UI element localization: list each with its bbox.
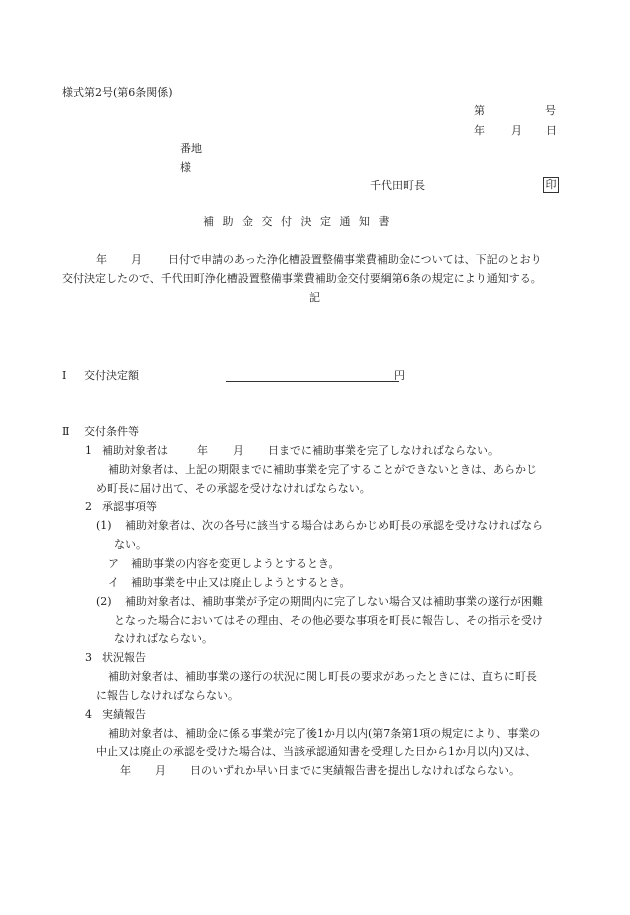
- item-2-a-text: 補助事業の内容を変更しようとするとき。: [131, 557, 340, 570]
- document-number-dai: 第: [474, 104, 485, 117]
- item-2-sub-2-line-1: 補助対象者は、補助事業が予定の期間内に完了しない場合又は補助事業の遂行が困難: [125, 595, 543, 608]
- section-1-numeral: Ⅰ: [62, 369, 67, 382]
- item-2-number: 2: [85, 500, 92, 513]
- item-2-sub-1-line-1: 補助対象者は、次の各号に該当する場合はあらかじめ町長の承認を受けなければなら: [125, 519, 543, 532]
- item-4-heading: 実績報告: [102, 708, 146, 721]
- item-2-sub-2-line-2: となった場合においてはその理由、その他必要な事項を町長に報告し、その指示を受け: [114, 614, 543, 627]
- section-2-label: 交付条件等: [84, 425, 139, 438]
- item-3-number: 3: [85, 651, 92, 664]
- item-4-year: 年: [120, 764, 131, 777]
- item-2-heading: 承認事項等: [102, 500, 157, 513]
- item-1-number: 1: [85, 444, 92, 457]
- form-number: 様式第2号(第6条関係): [62, 86, 173, 99]
- item-4-line-1: 補助対象者は、補助金に係る事業が完了後1か月以内(第7条第1項の規定により、事業の: [108, 727, 541, 740]
- date-month: 月: [511, 124, 522, 137]
- item-2-sub-1-line-2: ない。: [114, 538, 147, 551]
- item-3-heading: 状況報告: [102, 651, 146, 664]
- item-2-sub-2-number: (2): [96, 595, 112, 608]
- date-day: 日: [546, 124, 557, 137]
- item-2-a-label: ア: [108, 557, 119, 570]
- seal-stamp: 印: [543, 177, 559, 193]
- intro-month: 月: [131, 253, 142, 266]
- item-4-line-3: 日のいずれか早い日までに実績報告書を提出しなければならない。: [190, 764, 520, 777]
- document-number-go: 号: [545, 104, 556, 117]
- ki-mark: 記: [309, 291, 320, 304]
- item-3-line-2: に報告しなければならない。: [96, 689, 239, 702]
- item-2-sub-2-line-3: なければならない。: [114, 632, 213, 645]
- address-suffix: 番地: [180, 142, 202, 155]
- item-2-i-text: 補助事業を中止又は廃止しようとするとき。: [131, 576, 351, 589]
- item-2-sub-1-number: (1): [96, 519, 112, 532]
- item-4-line-2: 中止又は廃止の承認を受けた場合は、当該承認通知書を受理した日から1か月以内)又は、: [96, 745, 537, 758]
- item-1-year: 年: [197, 444, 208, 457]
- item-1-month: 月: [233, 444, 244, 457]
- item-1-line-2: 補助対象者は、上記の期限までに補助事業を完了することができないときは、あらかじ: [108, 463, 537, 476]
- intro-line-2: 交付決定したので、千代田町浄化槽設置整備事業費補助金交付要綱第6条の規定により通知する。: [62, 272, 542, 285]
- recipient-sama: 様: [180, 161, 191, 174]
- amount-underline: [226, 381, 399, 382]
- item-1-line-1b: 日までに補助事業を完了しなければならない。: [268, 444, 499, 457]
- amount-unit: 円: [394, 369, 405, 382]
- item-1-line-3: め町長に届け出て、その承認を受けなければならない。: [96, 482, 371, 495]
- issuer-name: 千代田町長: [370, 179, 425, 192]
- section-1-label: 交付決定額: [84, 369, 139, 382]
- intro-year: 年: [96, 253, 107, 266]
- item-4-month: 月: [155, 764, 166, 777]
- document-title: 補助金交付決定通知書: [203, 215, 398, 228]
- section-2-numeral: Ⅱ: [62, 425, 70, 438]
- date-year: 年: [474, 124, 485, 137]
- item-4-number: 4: [85, 708, 92, 721]
- intro-line-1: 日付で申請のあった浄化槽設置整備事業費補助金については、下記のとおり: [168, 253, 542, 266]
- item-2-i-label: イ: [108, 576, 119, 589]
- item-1-line-1a: 補助対象者は: [102, 444, 168, 457]
- item-3-line-1: 補助対象者は、補助事業の遂行の状況に関し町長の要求があったときには、直ちに町長: [108, 670, 537, 683]
